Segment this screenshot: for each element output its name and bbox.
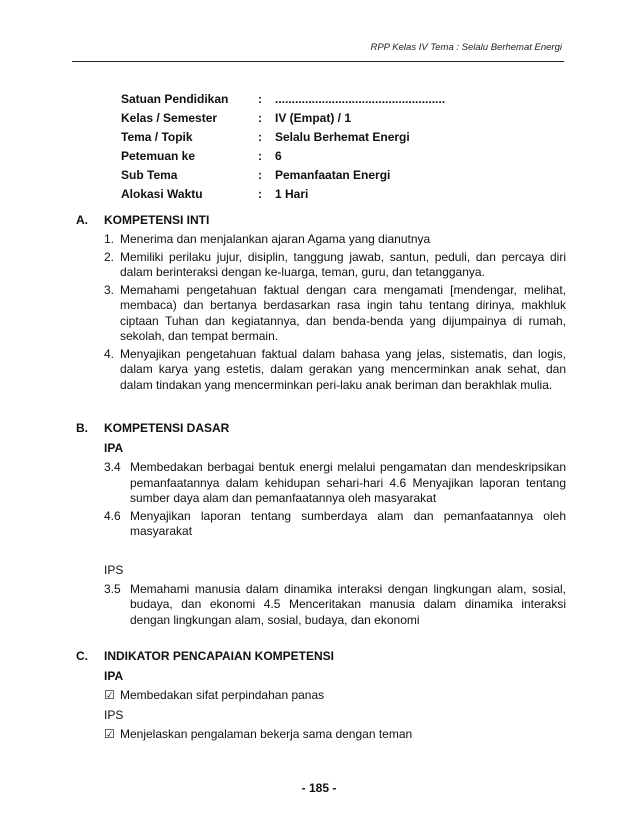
- identity-value: IV (Empat) / 1: [275, 111, 352, 125]
- list-number: 4.6: [104, 508, 121, 523]
- page-number: - 185 -: [301, 781, 337, 795]
- identity-row: [121, 128, 445, 147]
- identity-value: 1 Hari: [275, 187, 309, 201]
- list-number: 1.: [104, 232, 115, 246]
- identity-row: [121, 166, 445, 185]
- indicator-item: [104, 726, 566, 742]
- list-item: [104, 509, 566, 540]
- section-heading: [76, 212, 566, 228]
- indicator-text: Menjelaskan pengalaman bekerja sama dengan teman: [120, 727, 413, 741]
- checkbox-icon: ☑: [104, 727, 115, 741]
- identity-row: [121, 147, 445, 166]
- indicator-text: Membedakan sifat perpindahan panas: [120, 688, 325, 702]
- identity-row: [121, 185, 445, 204]
- section-letter: C.: [76, 649, 88, 663]
- list-number: 4.: [104, 346, 115, 361]
- identity-label: Sub Tema: [121, 168, 178, 182]
- subject-label-ips: IPS: [104, 562, 124, 577]
- identity-colon: :: [258, 149, 262, 163]
- list-text: Menyajikan laporan tentang sumberdaya alam dan pemanfaatannya oleh masyarakat: [130, 508, 566, 538]
- identity-colon: :: [258, 168, 262, 182]
- identity-value: 6: [275, 149, 282, 163]
- running-header: RPP Kelas IV Tema : Selalu Berhemat Energi: [370, 42, 562, 53]
- section-heading: [76, 648, 566, 664]
- identity-value: ...................................................: [275, 92, 446, 106]
- identity-value: Pemanfaatan Energi: [275, 168, 391, 182]
- competency-list-ips: [104, 582, 566, 629]
- identity-label: Kelas / Semester: [121, 111, 218, 125]
- identity-colon: :: [258, 92, 262, 106]
- list-number: 3.5: [104, 581, 121, 596]
- identity-label: Alokasi Waktu: [121, 187, 203, 201]
- section-title: KOMPETENSI INTI: [104, 213, 210, 227]
- list-text: Memahami manusia dalam dinamika interaksi dengan lingkungan alam, sosial, budaya, dan ekonomi 4.5 Menceritakan manusia dalam dinamika interaksi dengan lingkungan alam, sosial, budaya, dan ekonomi: [130, 581, 566, 627]
- list-text: Menerima dan menjalankan ajaran Agama yang dianutnya: [120, 232, 431, 246]
- section-title: KOMPETENSI DASAR: [104, 421, 230, 435]
- numbered-list: [104, 232, 566, 393]
- subject-label-ips: IPS: [104, 708, 124, 722]
- list-text: Memiliki perilaku jujur, disiplin, tanggung jawab, santun, peduli, dan percaya diri dalam berinteraksi dengan ke-luarga, teman, guru, dan tetangganya.: [120, 249, 566, 279]
- list-text: Memahami pengetahuan faktual dengan cara mengamati [mendengar, melihat, membaca) dan bertanya berdasarkan rasa ingin tahu tentang dirinya, makhluk ciptaan Tuhan dan kegiatannya, dan benda-benda yang dijumpainya di rumah, sekolah, dan tempat bermain.: [120, 282, 566, 343]
- identity-label: Tema / Topik: [121, 130, 193, 144]
- identity-row: [121, 109, 445, 128]
- list-number: 3.4: [104, 460, 121, 474]
- list-number: 3.: [104, 282, 115, 297]
- checkbox-icon: ☑: [104, 688, 115, 702]
- identity-value: Selalu Berhemat Energi: [275, 130, 410, 144]
- list-text: Membedakan berbagai bentuk energi melalui pengamatan dan mendeskripsikan pemanfaatannya dalam kehidupan sehari-hari 4.6 Menyajikan laporan tentang sumber daya alam dan pemanfaatannya oleh masyarakat: [130, 460, 566, 505]
- section-kompetensi-inti: [76, 212, 566, 395]
- competency-list-ipa: [104, 460, 566, 540]
- identity-label: Petemuan ke: [121, 149, 196, 163]
- subject-label-ipa: IPA: [104, 441, 124, 455]
- list-item: [104, 250, 566, 281]
- list-number: 2.: [104, 249, 115, 264]
- list-item: [104, 283, 566, 345]
- section-heading: [76, 420, 566, 436]
- identity-colon: :: [258, 187, 262, 201]
- identity-label: Satuan Pendidikan: [121, 92, 229, 106]
- section-letter: B.: [76, 421, 88, 435]
- header-rule: [72, 61, 564, 62]
- section-indikator: [76, 648, 566, 742]
- list-text: Menyajikan pengetahuan faktual dalam bahasa yang jelas, sistematis, dan logis, dalam karya yang estetis, dalam gerakan yang mencerminkan anak sehat, dan dalam tindakan yang mencerminkan peri-laku anak beriman dan berakhlak mulia.: [120, 346, 566, 392]
- list-item: [104, 347, 566, 394]
- subject-label-ipa: IPA: [104, 669, 124, 683]
- section-letter: A.: [76, 213, 88, 227]
- identity-row: [121, 90, 445, 109]
- list-item: [104, 460, 566, 507]
- identity-colon: :: [258, 111, 262, 125]
- section-kompetensi-dasar: [76, 420, 566, 630]
- list-item: [104, 232, 566, 248]
- list-item: [104, 582, 566, 629]
- identity-colon: :: [258, 130, 262, 144]
- section-title: INDIKATOR PENCAPAIAN KOMPETENSI: [104, 649, 335, 663]
- identity-table: [121, 90, 445, 204]
- indicator-item: [104, 687, 566, 703]
